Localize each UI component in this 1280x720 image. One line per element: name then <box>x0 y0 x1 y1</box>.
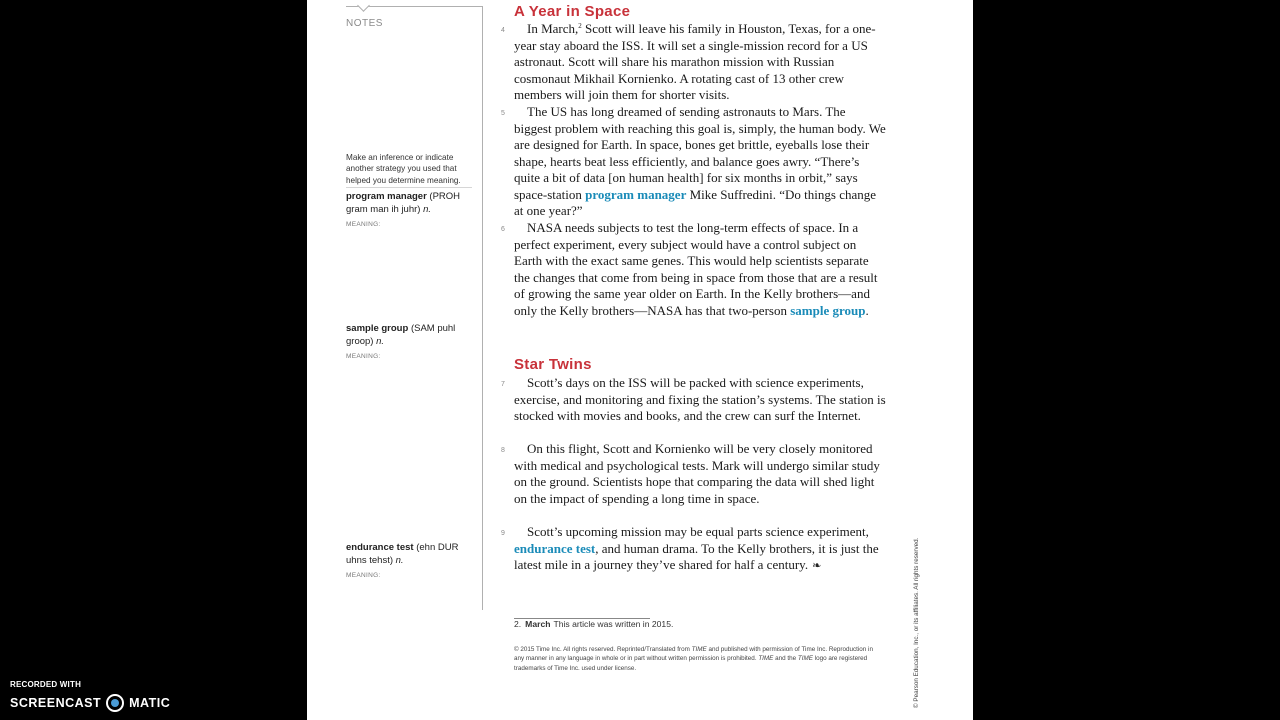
paragraph-text: On this flight, Scott and Kornienko will be very closely monitored with medical and psychological tests. Mark will undergo similar study on the ground. Scientists hope that comparing the data will shed light on the impact of spending a long time in space. <box>514 441 880 506</box>
paragraph-text: The US has long dreamed of sending astronauts to Mars. The biggest problem with reaching this goal is, simply, the human body. We are designed for Earth. In space, bones get brittle, eyeballs lose their shape, hearts beat less efficiently, and balance goes awry. “There’s quite a bit of data [on human health] for six months in orbit,” says space-station <box>514 104 886 202</box>
paragraph-text: Scott will leave his family in Houston, Texas, for a one-year stay aboard the ISS. It will set a single-mission record for a US astronaut. Scott will share his marathon mission with Russian cosmonaut Mikhail Kornienko. A rotating cast of 13 other crew members will join them for shorter visits. <box>514 21 876 103</box>
watermark-brand <box>10 694 170 712</box>
footnote-ref[interactable]: 2 <box>578 22 582 30</box>
vocab-term: endurance test <box>346 542 414 553</box>
watermark-brand-right: MATIC <box>129 696 171 710</box>
heading-a-year-in-space: A Year in Space <box>514 3 631 20</box>
end-of-article-icon: ❧ <box>812 560 822 573</box>
vocab-part-of-speech: n. <box>395 555 404 566</box>
vocab-entry-endurance-test <box>346 541 476 581</box>
copyright-text: logo are registered trademarks of Time Inc. used under license. <box>514 655 868 672</box>
notes-label: NOTES <box>346 18 383 29</box>
paragraph-text: Mike Suffredini. “Do things change at one year?” <box>514 186 877 219</box>
watermark-caption: RECORDED WITH <box>10 680 82 689</box>
vocab-part-of-speech: n. <box>423 204 432 215</box>
paragraph-5 <box>501 104 886 220</box>
inference-prompt: Make an inference or indicate another strategy you used that helped you determine meaning. <box>346 153 461 185</box>
paragraph-number: 8 <box>501 447 505 454</box>
vocab-link-program-manager[interactable]: program manager <box>585 186 687 202</box>
document-page <box>307 0 973 720</box>
paragraph-text: , and human drama. To the Kelly brothers, it is just the latest mile in a journey they’ve shared for half a century. <box>514 540 879 573</box>
paragraph-number: 7 <box>501 381 505 388</box>
copyright-italic: TIME <box>758 655 774 663</box>
paragraph-7 <box>501 375 886 425</box>
vocab-pronunciation: (ehn DUR uhns tehst) <box>346 542 459 566</box>
paragraph-text: Scott’s days on the ISS will be packed with science experiments, exercise, and monitoring and fixing the station’s systems. The station is stocked with movies and books, and the crew can surf the Internet. <box>514 375 886 424</box>
paragraph-number: 9 <box>501 530 505 537</box>
vocab-part-of-speech: n. <box>376 336 385 347</box>
meaning-label: MEANING: <box>346 353 381 360</box>
copyright-italic: TIME <box>691 646 707 653</box>
vocab-entry-program-manager <box>346 190 476 230</box>
copyright-text: and the <box>773 655 798 663</box>
paragraph-number: 6 <box>501 226 505 233</box>
notes-column <box>307 0 482 610</box>
paragraph-8 <box>501 441 886 507</box>
paragraph-text: . <box>865 302 869 318</box>
paragraph-number: 5 <box>501 110 505 117</box>
paragraph-4 <box>501 21 886 104</box>
notes-column-rule <box>482 6 483 610</box>
side-copyright: © Pearson Education, Inc., or its affiliates. All rights reserved. <box>913 537 920 708</box>
paragraph-text: In March, <box>527 21 579 36</box>
vocab-link-endurance-test[interactable]: endurance test <box>514 540 596 556</box>
screencast-watermark <box>10 680 170 712</box>
meaning-label: MEANING: <box>346 572 381 579</box>
copyright-notice <box>514 645 876 673</box>
watermark-brand-left: SCREENCAST <box>10 696 102 710</box>
paragraph-6 <box>501 220 886 319</box>
footnote-term: March <box>525 619 551 629</box>
vocab-pronunciation: (PROH gram man ih juhr) <box>346 191 461 215</box>
footnote-number: 2. <box>514 619 522 629</box>
copyright-text: © 2015 Time Inc. All rights reserved. Reprinted/Translated from <box>514 646 692 653</box>
vocab-entry-sample-group <box>346 322 476 362</box>
meaning-label: MEANING: <box>346 221 381 228</box>
copyright-italic: TIME <box>797 655 813 663</box>
vocab-term: program manager <box>346 191 427 202</box>
vocab-pronunciation: (SAM puhl groop) <box>346 323 456 347</box>
notes-tab-notch <box>357 0 370 12</box>
screencast-logo-icon <box>106 694 124 712</box>
copyright-text: and published with permission of Time Inc. Reproduction in any manner in any language in whole or in part without written permission is prohibited. <box>514 646 873 663</box>
vocab-link-sample-group[interactable]: sample group <box>790 302 866 318</box>
heading-star-twins: Star Twins <box>514 356 592 373</box>
vocab-term: sample group <box>346 323 409 334</box>
paragraph-text: Scott’s upcoming mission may be equal parts science experiment, <box>527 524 869 539</box>
footnote <box>514 619 673 629</box>
paragraph-number: 4 <box>501 27 505 34</box>
paragraph-text: NASA needs subjects to test the long-term effects of space. In a perfect experiment, every subject would have a control subject on Earth with the exact same genes. This would help scientists separate the changes that come from being in space from those that are a result of growing the same year older on Earth. In the Kelly brothers—and only the Kelly brothers—NASA has that two-person <box>514 220 878 318</box>
footnote-text: This article was written in 2015. <box>553 619 674 629</box>
prompt-divider <box>346 187 472 188</box>
paragraph-9 <box>501 524 886 575</box>
